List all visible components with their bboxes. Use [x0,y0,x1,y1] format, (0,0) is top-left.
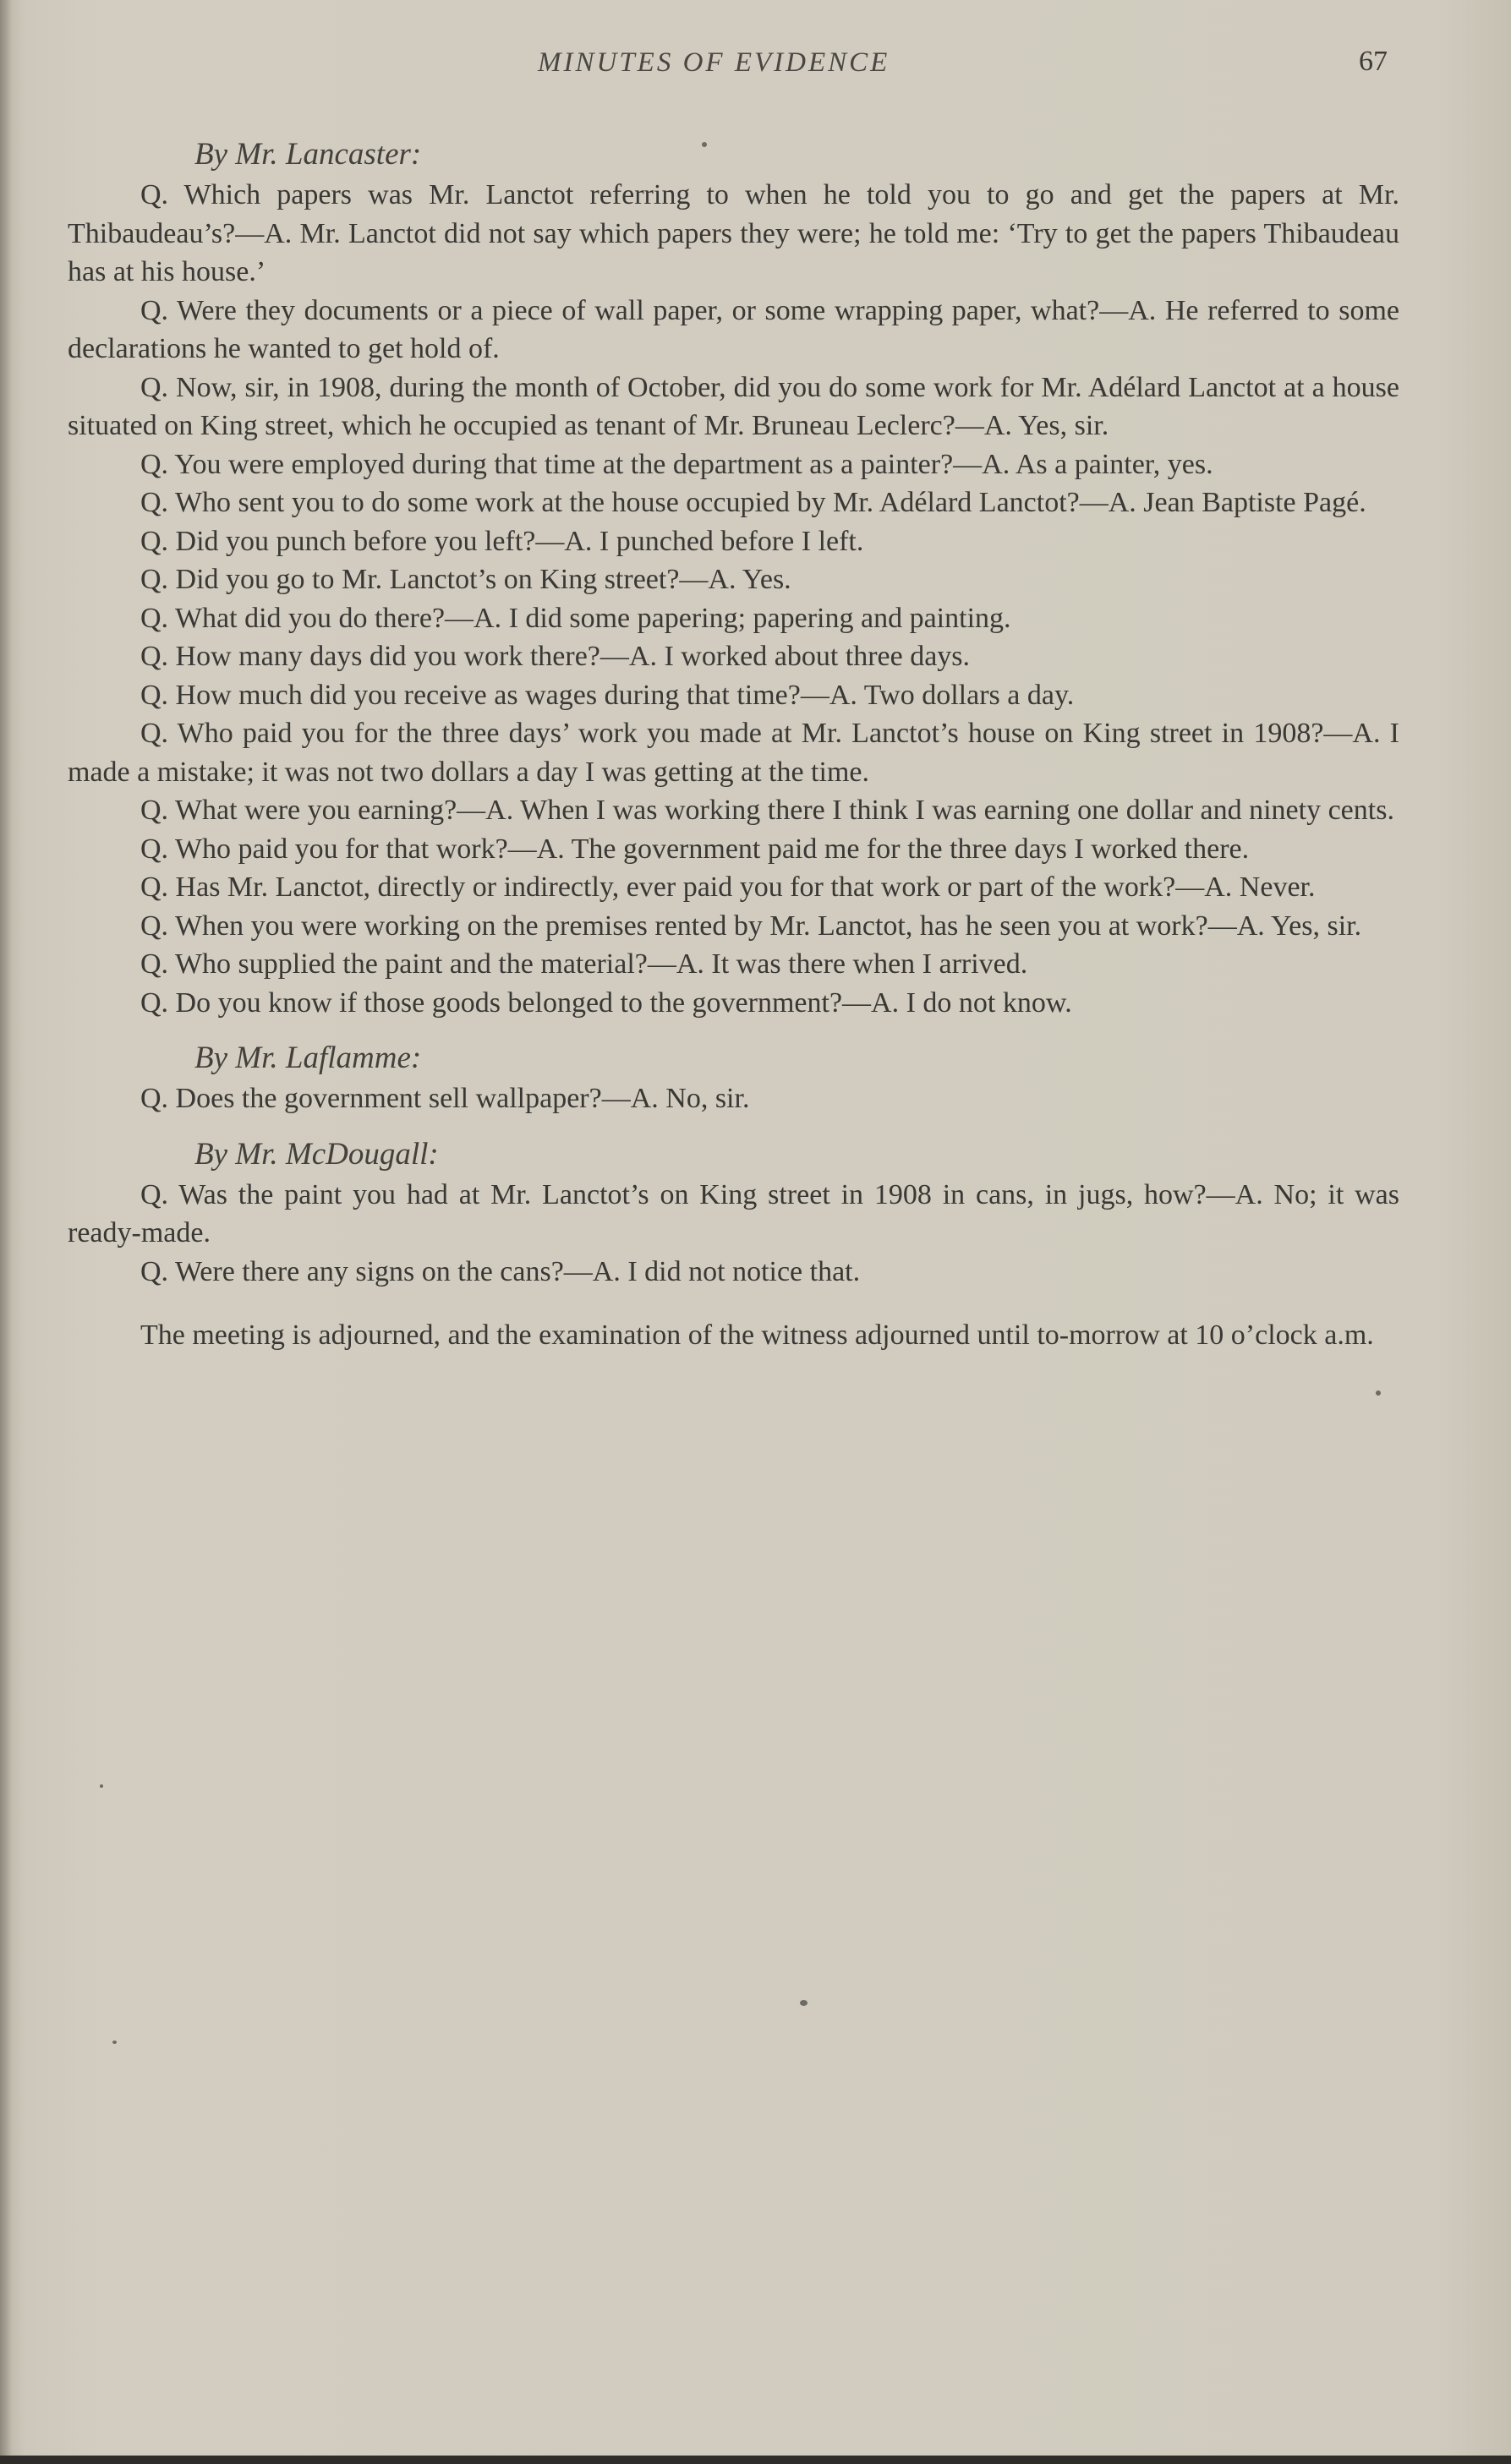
book-spine-edge [0,0,12,2464]
testimony-paragraph: Q. You were employed during that time at the department as a painter?—A. As a painter, yes. [140,448,1213,480]
running-title: MINUTES OF EVIDENCE [538,47,890,78]
testimony-paragraph: Q. When you were working on the premises rented by Mr. Lanctot, has he seen you at work?—A. Yes, sir. [140,910,1362,942]
testimony-paragraph: Q. What did you do there?—A. I did some papering; papering and painting. [140,602,1011,634]
testimony-paragraph: Q. Now, sir, in 1908, during the month of October, did you do some work for Mr. Adélard Lanctot at a house situated on King street, which he occupied as tenant of Mr. Bruneau Leclerc?—A. Yes, sir. [68,371,1399,441]
paper-speck [100,1784,103,1788]
testimony-paragraph: Q. Did you punch before you left?—A. I punched before I left. [140,525,864,557]
section-spacer [68,1118,1399,1135]
paper-speck [112,2041,117,2044]
section-mcdougall [68,1135,1399,1292]
testimony-paragraph: Q. Was the paint you had at Mr. Lanctot’s on King street in 1908 in cans, in jugs, how?—A. No; it was ready-made. [68,1178,1399,1248]
testimony-paragraph: Q. Who paid you for the three days’ work you made at Mr. Lanctot’s house on King street in 1908?—A. I made a mistake; it was not two dollars a day I was getting at the time. [68,718,1399,788]
testimony-paragraph: Q. Do you know if those goods belonged to the government?—A. I do not know. [140,986,1072,1019]
speaker-heading: By Mr. McDougall: [194,1136,439,1172]
testimony-paragraph: Q. Who sent you to do some work at the house occupied by Mr. Adélard Lanctot?—A. Jean Baptiste Pagé. [140,487,1366,518]
section-spacer [68,1022,1399,1039]
paper-speck [1376,1390,1381,1396]
testimony-paragraph: Q. Were they documents or a piece of wall paper, or some wrapping paper, what?—A. He referred to some declarations he wanted to get hold of. [68,294,1399,364]
testimony-paragraph: Q. Were there any signs on the cans?—A. I did not notice that. [140,1255,861,1287]
testimony-paragraph: Q. Did you go to Mr. Lanctot’s on King street?—A. Yes. [140,564,791,595]
section-laflamme [68,1039,1399,1118]
speaker-heading: By Mr. Laflamme: [194,1041,422,1075]
testimony-paragraph: Q. Does the government sell wallpaper?—A. No, sir. [140,1083,750,1114]
testimony-paragraph: Q. What were you earning?—A. When I was working there I think I was earning one dollar and ninety cents. [140,795,1394,826]
paper-speck [702,142,707,147]
paper-speck [800,2000,808,2006]
page-number: 67 [1359,46,1388,77]
page-bottom-edge [0,2456,1511,2464]
page-body [68,135,1399,1357]
testimony-paragraph: Q. How many days did you work there?—A. I worked about three days. [140,641,971,672]
section-lancaster [68,135,1399,1022]
testimony-paragraph: Q. Which papers was Mr. Lanctot referring to when he told you to go and get the papers at Mr. Thibaudeau’s?—A. Mr. Lanctot did not say which papers they were; he told me: ‘Try to get the papers Thibaudeau has at his house.’ [68,179,1399,287]
testimony-paragraph: Q. Has Mr. Lanctot, directly or indirectly, ever paid you for that work or part of the work?—A. Never. [140,871,1316,903]
section-spacer [68,1291,1399,1314]
testimony-paragraph: Q. Who supplied the paint and the material?—A. It was there when I arrived. [140,948,1028,980]
speaker-heading: By Mr. Lancaster: [194,137,422,172]
testimony-paragraph: Q. How much did you receive as wages during that time?—A. Two dollars a day. [140,679,1075,711]
page-header [0,42,1511,85]
testimony-paragraph: Q. Who paid you for that work?—A. The government paid me for the three days I worked there. [140,833,1250,865]
adjournment-note: The meeting is adjourned, and the examination of the witness adjourned until to-morrow at 10 o’clock a.m. [140,1319,1374,1351]
